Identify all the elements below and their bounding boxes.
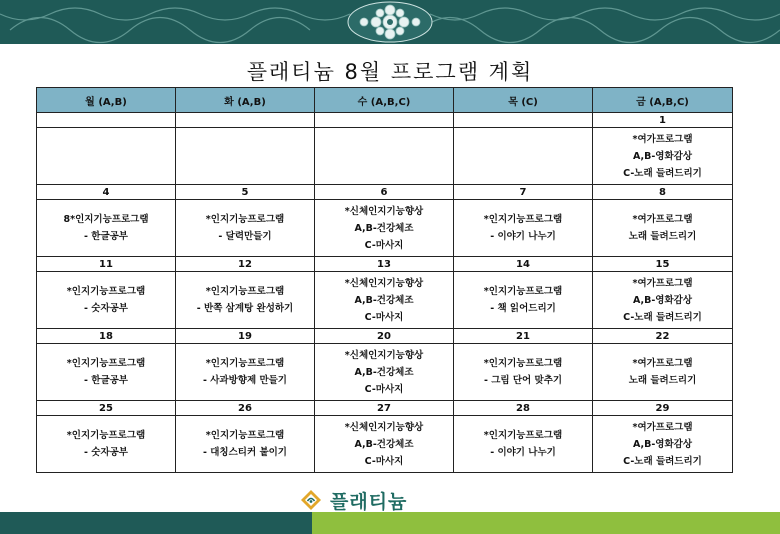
event-cell — [593, 200, 733, 257]
event-line: A,B-건강체조 — [354, 366, 414, 378]
header-thu: 목 (C) — [454, 88, 593, 113]
brand-logo — [300, 489, 407, 511]
event-line: *인지기능프로그램 — [483, 214, 563, 225]
event-line: *인지기능프로그램 — [483, 286, 563, 297]
event-cell — [37, 200, 176, 257]
event-cell — [593, 416, 733, 473]
event-line: *신체인지기능향상 — [344, 277, 424, 289]
date-cell: 6 — [315, 185, 454, 200]
event-cell — [176, 128, 315, 185]
event-line: 8*인지기능프로그램 — [63, 214, 149, 225]
header-tue: 화 (A,B) — [176, 88, 315, 113]
date-cell: 28 — [454, 401, 593, 416]
header-fri: 금 (A,B,C) — [593, 88, 733, 113]
event-cell — [593, 344, 733, 401]
page-title: 플래티늄 8월 프로그램 계획 — [246, 60, 534, 84]
event-line: A,B-영화감상 — [632, 438, 693, 450]
date-cell: 12 — [176, 257, 315, 272]
event-line: *인지기능프로그램 — [483, 430, 563, 441]
bottom-band-green — [312, 512, 780, 534]
schedule-body — [37, 113, 733, 473]
event-line: A,B-건강체조 — [354, 438, 414, 450]
event-line: *인지기능프로그램 — [205, 214, 285, 225]
date-cell: 26 — [176, 401, 315, 416]
event-cell — [593, 272, 733, 329]
event-line: - 이야기 나누기 — [490, 231, 556, 242]
date-cell: 18 — [37, 329, 176, 344]
event-cell — [176, 272, 315, 329]
event-line: *여가프로그램 — [632, 358, 693, 369]
event-line: - 숫자공부 — [84, 303, 128, 314]
event-line: *여가프로그램 — [632, 133, 693, 145]
date-cell: 29 — [593, 401, 733, 416]
logo-diamond-icon — [300, 489, 322, 511]
event-cell — [315, 128, 454, 185]
event-cell — [315, 344, 454, 401]
event-line: - 반쪽 삼계탕 완성하기 — [196, 303, 294, 314]
date-cell: 22 — [593, 329, 733, 344]
header-mon: 월 (A,B) — [37, 88, 176, 113]
event-cell — [593, 128, 733, 185]
event-line: - 이야기 나누기 — [490, 447, 556, 458]
event-cell — [315, 272, 454, 329]
top-ornament-band — [0, 0, 780, 44]
event-line: C-마사지 — [364, 383, 404, 395]
bottom-band — [0, 512, 780, 534]
event-cell — [176, 416, 315, 473]
event-line: *신체인지기능향상 — [344, 421, 424, 433]
event-line: *인지기능프로그램 — [205, 286, 285, 297]
event-line: *여가프로그램 — [632, 214, 693, 225]
event-line: - 사과방향제 만들기 — [203, 375, 287, 386]
event-line: *신체인지기능향상 — [344, 205, 424, 217]
event-line: A,B-영화감상 — [632, 294, 693, 306]
event-cell — [176, 344, 315, 401]
event-line: C-노래 들려드리기 — [623, 167, 702, 179]
event-line: A,B-건강체조 — [354, 222, 414, 234]
event-row — [37, 128, 733, 185]
event-line: C-노래 들려드리기 — [623, 311, 702, 323]
event-row — [37, 344, 733, 401]
ornament-pattern — [0, 0, 780, 44]
event-cell — [454, 200, 593, 257]
event-line: - 달력만들기 — [218, 231, 272, 242]
date-cell — [37, 113, 176, 128]
event-row — [37, 272, 733, 329]
date-cell: 15 — [593, 257, 733, 272]
event-line: - 숫자공부 — [84, 447, 128, 458]
date-cell: 5 — [176, 185, 315, 200]
event-cell — [176, 200, 315, 257]
event-row — [37, 200, 733, 257]
header-wed: 수 (A,B,C) — [315, 88, 454, 113]
event-line: - 그림 단어 맞추기 — [483, 375, 563, 386]
event-cell — [315, 416, 454, 473]
event-cell — [37, 128, 176, 185]
event-cell — [454, 416, 593, 473]
date-cell: 4 — [37, 185, 176, 200]
event-line: *여가프로그램 — [632, 277, 693, 289]
event-line: *인지기능프로그램 — [66, 358, 146, 369]
date-cell: 11 — [37, 257, 176, 272]
date-row — [37, 185, 733, 200]
event-line: 노래 들려드리기 — [628, 231, 697, 242]
event-line: *인지기능프로그램 — [66, 430, 146, 441]
event-cell — [37, 272, 176, 329]
date-cell: 27 — [315, 401, 454, 416]
date-cell: 1 — [593, 113, 733, 128]
date-cell: 19 — [176, 329, 315, 344]
event-cell — [454, 272, 593, 329]
event-cell — [315, 200, 454, 257]
date-cell: 14 — [454, 257, 593, 272]
event-line: C-마사지 — [364, 455, 404, 467]
bottom-band-teal — [0, 512, 312, 534]
event-line: - 대칭스티커 붙이기 — [203, 447, 287, 458]
event-line: *인지기능프로그램 — [205, 358, 285, 369]
event-line: *여가프로그램 — [632, 421, 693, 433]
event-row — [37, 416, 733, 473]
header-row — [37, 88, 733, 113]
event-line: A,B-건강체조 — [354, 294, 414, 306]
event-line: *신체인지기능향상 — [344, 349, 424, 361]
event-line: - 한글공부 — [84, 231, 128, 242]
event-cell — [37, 344, 176, 401]
event-line: C-노래 들려드리기 — [623, 455, 702, 467]
date-row — [37, 113, 733, 128]
logo-text: 플래티늄 — [330, 490, 408, 513]
date-cell: 7 — [454, 185, 593, 200]
event-line: C-마사지 — [364, 239, 404, 251]
date-cell: 13 — [315, 257, 454, 272]
date-cell: 21 — [454, 329, 593, 344]
event-line: - 책 읽어드리기 — [490, 303, 556, 314]
event-line: A,B-영화감상 — [632, 150, 693, 162]
date-cell — [454, 113, 593, 128]
center-flower-ornament — [348, 2, 432, 42]
event-line: *인지기능프로그램 — [66, 286, 146, 297]
event-cell — [37, 416, 176, 473]
event-line: 노래 들려드리기 — [628, 375, 697, 386]
date-cell: 20 — [315, 329, 454, 344]
event-line: *인지기능프로그램 — [483, 358, 563, 369]
date-cell: 8 — [593, 185, 733, 200]
event-cell — [454, 344, 593, 401]
date-cell — [176, 113, 315, 128]
event-cell — [454, 128, 593, 185]
date-row — [37, 329, 733, 344]
date-row — [37, 401, 733, 416]
date-cell: 25 — [37, 401, 176, 416]
date-cell — [315, 113, 454, 128]
schedule-table — [36, 87, 733, 473]
event-line: C-마사지 — [364, 311, 404, 323]
event-line: *인지기능프로그램 — [205, 430, 285, 441]
event-line: - 한글공부 — [84, 375, 128, 386]
date-row — [37, 257, 733, 272]
